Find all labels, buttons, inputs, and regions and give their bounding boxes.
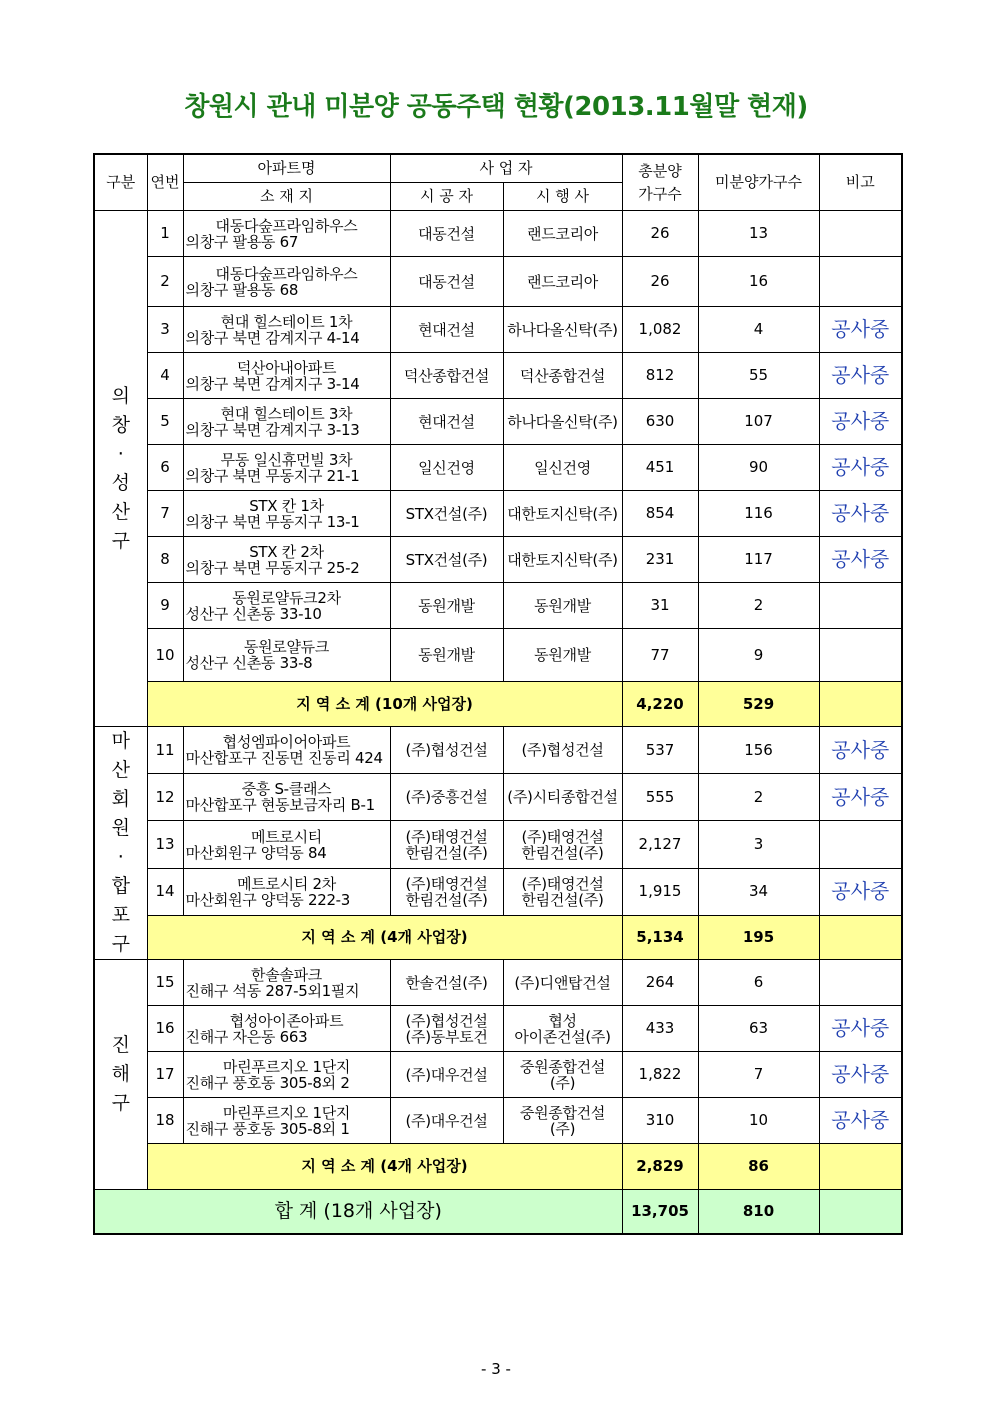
builder-name: STX건설(주) xyxy=(405,504,488,523)
grand-total-note-empty xyxy=(819,1190,902,1234)
apartment-name: 대동다숲프라임하우스 xyxy=(215,264,358,283)
apartment-name: 마린푸르지오 1단지 xyxy=(222,1057,351,1076)
builder-name: (주)대우건설 xyxy=(405,1111,488,1130)
developer-name: 대한토지신탁(주) xyxy=(507,504,618,523)
table-row xyxy=(94,821,902,868)
cell-builder xyxy=(390,353,503,399)
cell-note xyxy=(819,960,902,1006)
region-label-char: 구 xyxy=(111,933,130,955)
header-total-line2: 가구수 xyxy=(638,184,682,203)
cell-note: 공사중 xyxy=(819,491,902,537)
region-label-char: 창 xyxy=(111,413,130,436)
region-label-char: · xyxy=(117,442,124,465)
cell-total: 77 xyxy=(622,629,698,682)
table-row xyxy=(94,1052,902,1098)
developer-name: 일신건영 xyxy=(534,458,591,477)
apartment-name: 대동다숲프라임하우스 xyxy=(215,216,358,235)
table-row xyxy=(94,399,902,445)
developer-name: 덕산종합건설 xyxy=(519,366,606,385)
cell-unsold: 34 xyxy=(698,868,819,915)
cell-name-address xyxy=(183,1006,390,1052)
cell-unsold: 10 xyxy=(698,1098,819,1144)
developer-name: (주)태영건설 xyxy=(521,827,604,846)
region-label-char: 구 xyxy=(111,1092,130,1114)
region-label-char: 합 xyxy=(111,875,130,897)
cell-builder xyxy=(390,537,503,583)
table-row xyxy=(94,445,902,491)
apartment-name: 현대 힐스테이트 3차 xyxy=(220,404,353,423)
builder-name: 현대건설 xyxy=(418,412,475,431)
cell-unsold: 7 xyxy=(698,1052,819,1098)
cell-unsold: 3 xyxy=(698,821,819,868)
table-row xyxy=(94,211,902,257)
cell-builder xyxy=(390,399,503,445)
cell-name-address xyxy=(183,821,390,868)
cell-no: 15 xyxy=(147,960,183,1006)
cell-builder xyxy=(390,960,503,1006)
unsold-housing-table xyxy=(93,153,903,1235)
cell-unsold: 90 xyxy=(698,445,819,491)
apartment-address: 성산구 신촌동 33-8 xyxy=(185,654,313,672)
builder-name: (주)대우건설 xyxy=(405,1065,488,1084)
cell-total: 812 xyxy=(622,353,698,399)
cell-developer xyxy=(503,307,622,353)
cell-note xyxy=(819,257,902,307)
cell-note: 공사중 xyxy=(819,1006,902,1052)
cell-name-address xyxy=(183,727,390,774)
region-label-char: 의 xyxy=(111,384,130,407)
cell-name-address xyxy=(183,211,390,257)
cell-builder xyxy=(390,1052,503,1098)
region-label xyxy=(94,211,147,727)
developer-name: 중원종합건설 xyxy=(519,1103,606,1122)
cell-developer xyxy=(503,1006,622,1052)
subtotal-label: 지 역 소 계 (4개 사업장) xyxy=(147,1144,622,1190)
apartment-address: 의창구 북면 감계지구 3-13 xyxy=(185,420,360,439)
cell-name-address xyxy=(183,399,390,445)
builder-name-2: 한림건설(주) xyxy=(405,890,488,909)
developer-name: (주)시티종합건설 xyxy=(507,788,618,807)
cell-builder xyxy=(390,629,503,682)
apartment-name: 현대 힐스테이트 1차 xyxy=(220,312,353,331)
subtotal-unsold: 86 xyxy=(698,1144,819,1190)
apartment-address: 마산회원구 양덕동 84 xyxy=(185,843,327,862)
builder-name: STX건설(주) xyxy=(405,550,488,569)
developer-name: 하나다올신탁(주) xyxy=(507,320,618,339)
subtotal-note-empty xyxy=(819,682,902,727)
cell-total: 2,127 xyxy=(622,821,698,868)
cell-developer xyxy=(503,774,622,821)
region-label xyxy=(94,960,147,1190)
apartment-name: 동원로얄듀크2차 xyxy=(232,588,341,607)
cell-no: 16 xyxy=(147,1006,183,1052)
cell-unsold: 13 xyxy=(698,211,819,257)
cell-total: 1,082 xyxy=(622,307,698,353)
apartment-address: 진해구 석동 287-5외1필지 xyxy=(185,981,360,1000)
region-label-char: 마 xyxy=(111,730,130,752)
cell-no: 1 xyxy=(147,211,183,257)
cell-no: 3 xyxy=(147,307,183,353)
cell-total: 231 xyxy=(622,537,698,583)
apartment-address: 의창구 팔용동 68 xyxy=(185,280,299,299)
developer-name-2: 한림건설(주) xyxy=(521,890,604,909)
apartment-address: 마산합포구 진동면 진동리 424 xyxy=(185,749,383,768)
apartment-name: 무동 일신휴먼빌 3차 xyxy=(220,450,353,469)
developer-name-2: (주) xyxy=(549,1073,576,1092)
cell-note: 공사중 xyxy=(819,1098,902,1144)
subtotal-label: 지 역 소 계 (10개 사업장) xyxy=(147,682,622,727)
apartment-address: 마산회원구 양덕동 222-3 xyxy=(185,890,351,909)
cell-name-address xyxy=(183,257,390,307)
apartment-name: STX 칸 1차 xyxy=(249,496,324,515)
header-unsold: 미분양가구수 xyxy=(698,154,819,211)
developer-name-2: 아이존건설(주) xyxy=(514,1027,611,1046)
cell-note xyxy=(819,629,902,682)
builder-name: (주)중흥건설 xyxy=(405,788,488,807)
cell-name-address xyxy=(183,774,390,821)
cell-unsold: 117 xyxy=(698,537,819,583)
developer-name: (주)태영건설 xyxy=(521,874,604,893)
cell-no: 10 xyxy=(147,629,183,682)
cell-name-address xyxy=(183,629,390,682)
cell-builder xyxy=(390,445,503,491)
grand-total-row xyxy=(94,1190,902,1234)
cell-developer xyxy=(503,868,622,915)
apartment-address: 성산구 신촌동 33-10 xyxy=(185,604,322,623)
header-business: 사 업 자 xyxy=(390,154,622,183)
cell-developer xyxy=(503,399,622,445)
cell-no: 8 xyxy=(147,537,183,583)
developer-name: 협성 xyxy=(548,1011,577,1030)
builder-name: (주)협성건설 xyxy=(405,1011,488,1030)
cell-name-address xyxy=(183,307,390,353)
cell-total: 31 xyxy=(622,583,698,629)
subtotal-total: 5,134 xyxy=(622,915,698,959)
developer-name: 랜드코리아 xyxy=(527,224,598,243)
subtotal-total: 4,220 xyxy=(622,682,698,727)
header-no: 연번 xyxy=(147,154,183,211)
cell-no: 7 xyxy=(147,491,183,537)
builder-name: 동원개발 xyxy=(418,646,475,664)
apartment-name: 한솔솔파크 xyxy=(251,965,322,984)
cell-no: 9 xyxy=(147,583,183,629)
developer-name: 중원종합건설 xyxy=(519,1057,606,1076)
apartment-address: 의창구 북면 무동지구 21-1 xyxy=(185,466,360,485)
region-label-char: 원 xyxy=(111,817,130,839)
apartment-address: 의창구 북면 무동지구 25-2 xyxy=(185,558,360,577)
cell-note: 공사중 xyxy=(819,353,902,399)
cell-developer xyxy=(503,1098,622,1144)
cell-developer xyxy=(503,353,622,399)
page-title: 창원시 관내 미분양 공동주택 현황(2013.11월말 현재) xyxy=(184,92,808,122)
cell-builder xyxy=(390,583,503,629)
apartment-address: 의창구 북면 감계지구 3-14 xyxy=(185,374,360,393)
header-note: 비고 xyxy=(819,154,902,211)
apartment-name: 협성엠파이어아파트 xyxy=(222,733,351,752)
subtotal-unsold: 195 xyxy=(698,915,819,959)
cell-builder xyxy=(390,1006,503,1052)
cell-total: 854 xyxy=(622,491,698,537)
cell-builder xyxy=(390,774,503,821)
cell-no: 11 xyxy=(147,727,183,774)
apartment-address: 진해구 자은동 663 xyxy=(185,1027,308,1046)
developer-name: 하나다올신탁(주) xyxy=(507,412,618,431)
cell-note: 공사중 xyxy=(819,445,902,491)
table-row xyxy=(94,629,902,682)
apartment-address: 의창구 북면 감계지구 4-14 xyxy=(185,328,360,347)
cell-developer xyxy=(503,537,622,583)
cell-name-address xyxy=(183,445,390,491)
cell-total: 537 xyxy=(622,727,698,774)
apartment-name: 메트로시티 xyxy=(251,827,322,846)
cell-note: 공사중 xyxy=(819,537,902,583)
apartment-address: 진해구 풍호동 305-8외 2 xyxy=(185,1073,350,1092)
cell-note xyxy=(819,583,902,629)
cell-no: 14 xyxy=(147,868,183,915)
builder-name: 현대건설 xyxy=(418,320,475,339)
cell-total: 433 xyxy=(622,1006,698,1052)
header-total-line1: 총분양 xyxy=(638,161,682,180)
cell-developer xyxy=(503,629,622,682)
region-label-char: 성 xyxy=(111,471,130,494)
cell-developer xyxy=(503,257,622,307)
cell-builder xyxy=(390,1098,503,1144)
builder-name: (주)태영건설 xyxy=(405,827,488,846)
cell-no: 12 xyxy=(147,774,183,821)
table-row xyxy=(94,353,902,399)
region-label-char: 포 xyxy=(111,904,130,926)
cell-note: 공사중 xyxy=(819,399,902,445)
table-row xyxy=(94,307,902,353)
cell-note: 공사중 xyxy=(819,727,902,774)
cell-no: 18 xyxy=(147,1098,183,1144)
developer-name: 동원개발 xyxy=(534,596,591,615)
cell-name-address xyxy=(183,868,390,915)
builder-name: (주)태영건설 xyxy=(405,874,488,893)
header-developer: 시 행 사 xyxy=(503,183,622,211)
builder-name: 동원개발 xyxy=(418,596,475,615)
cell-unsold: 2 xyxy=(698,583,819,629)
grand-total-label: 합 계 (18개 사업장) xyxy=(94,1190,622,1234)
cell-name-address xyxy=(183,960,390,1006)
header-region: 구분 xyxy=(94,154,147,211)
builder-name: 일신건영 xyxy=(418,458,475,477)
region-label-char: 해 xyxy=(111,1063,130,1085)
developer-name: (주)디앤탑건설 xyxy=(514,973,611,992)
cell-total: 630 xyxy=(622,399,698,445)
apartment-name: 협성아이존아파트 xyxy=(229,1011,344,1030)
cell-name-address xyxy=(183,491,390,537)
subtotal-note-empty xyxy=(819,915,902,959)
cell-no: 4 xyxy=(147,353,183,399)
developer-name: (주)협성건설 xyxy=(521,741,604,760)
cell-total: 1,822 xyxy=(622,1052,698,1098)
cell-total: 451 xyxy=(622,445,698,491)
cell-builder xyxy=(390,821,503,868)
apartment-address: 진해구 풍호동 305-8외 1 xyxy=(185,1119,350,1138)
cell-developer xyxy=(503,211,622,257)
subtotal-total: 2,829 xyxy=(622,1144,698,1190)
cell-name-address xyxy=(183,583,390,629)
cell-developer xyxy=(503,491,622,537)
subtotal-row xyxy=(94,915,902,959)
subtotal-row xyxy=(94,1144,902,1190)
cell-builder xyxy=(390,257,503,307)
table-row xyxy=(94,491,902,537)
cell-total: 1,915 xyxy=(622,868,698,915)
region-label xyxy=(94,727,147,960)
apartment-address: 마산합포구 현동보금자리 B-1 xyxy=(185,796,375,815)
cell-no: 5 xyxy=(147,399,183,445)
cell-no: 2 xyxy=(147,257,183,307)
region-label-char: 회 xyxy=(111,788,130,810)
cell-no: 13 xyxy=(147,821,183,868)
builder-name: (주)협성건설 xyxy=(405,741,488,760)
region-label-char: · xyxy=(117,846,124,868)
builder-name-2: (주)동부토건 xyxy=(405,1027,488,1046)
cell-unsold: 156 xyxy=(698,727,819,774)
cell-note xyxy=(819,821,902,868)
cell-developer xyxy=(503,583,622,629)
header-total xyxy=(622,154,698,211)
cell-developer xyxy=(503,1052,622,1098)
region-label-char: 진 xyxy=(111,1034,130,1056)
apartment-name: 마린푸르지오 1단지 xyxy=(222,1103,351,1122)
page-number: - 3 - xyxy=(481,1360,511,1378)
cell-unsold: 2 xyxy=(698,774,819,821)
developer-name-2: (주) xyxy=(549,1119,576,1138)
table-row xyxy=(94,1006,902,1052)
builder-name: 대동건설 xyxy=(418,272,475,291)
table-row xyxy=(94,583,902,629)
subtotal-row xyxy=(94,682,902,727)
cell-note: 공사중 xyxy=(819,868,902,915)
table-row xyxy=(94,960,902,1006)
subtotal-unsold: 529 xyxy=(698,682,819,727)
table-row xyxy=(94,1098,902,1144)
cell-note: 공사중 xyxy=(819,307,902,353)
cell-unsold: 16 xyxy=(698,257,819,307)
builder-name: 한솔건설(주) xyxy=(405,973,488,992)
cell-note xyxy=(819,211,902,257)
apartment-name: 덕산아내아파트 xyxy=(236,358,337,377)
cell-builder xyxy=(390,868,503,915)
cell-note: 공사중 xyxy=(819,774,902,821)
cell-total: 310 xyxy=(622,1098,698,1144)
cell-builder xyxy=(390,727,503,774)
cell-unsold: 107 xyxy=(698,399,819,445)
cell-name-address xyxy=(183,1052,390,1098)
cell-total: 26 xyxy=(622,257,698,307)
cell-total: 264 xyxy=(622,960,698,1006)
cell-total: 555 xyxy=(622,774,698,821)
builder-name-2: 한림건설(주) xyxy=(405,843,488,862)
region-label-char: 구 xyxy=(111,529,130,552)
cell-unsold: 55 xyxy=(698,353,819,399)
developer-name-2: 한림건설(주) xyxy=(521,843,604,862)
apartment-name: STX 칸 2차 xyxy=(249,542,324,561)
table-row xyxy=(94,868,902,915)
subtotal-label: 지 역 소 계 (4개 사업장) xyxy=(147,915,622,959)
cell-builder xyxy=(390,211,503,257)
cell-unsold: 4 xyxy=(698,307,819,353)
apartment-name: 동원로얄듀크 xyxy=(243,638,330,656)
cell-no: 17 xyxy=(147,1052,183,1098)
header-location: 소 재 지 xyxy=(183,183,390,211)
cell-note: 공사중 xyxy=(819,1052,902,1098)
table-row xyxy=(94,727,902,774)
cell-developer xyxy=(503,727,622,774)
apartment-address: 의창구 북면 무동지구 13-1 xyxy=(185,512,360,531)
cell-unsold: 63 xyxy=(698,1006,819,1052)
cell-unsold: 6 xyxy=(698,960,819,1006)
apartment-name: 중흥 S-클래스 xyxy=(241,780,332,799)
cell-total: 26 xyxy=(622,211,698,257)
table-row xyxy=(94,774,902,821)
grand-total-total: 13,705 xyxy=(622,1190,698,1234)
apartment-address: 의창구 팔용동 67 xyxy=(185,232,299,251)
builder-name: 대동건설 xyxy=(418,224,475,243)
cell-name-address xyxy=(183,353,390,399)
table-row xyxy=(94,537,902,583)
subtotal-note-empty xyxy=(819,1144,902,1190)
cell-unsold: 9 xyxy=(698,629,819,682)
developer-name: 동원개발 xyxy=(534,646,591,664)
developer-name: 대한토지신탁(주) xyxy=(507,550,618,569)
developer-name: 랜드코리아 xyxy=(527,272,598,291)
header-apt-name: 아파트명 xyxy=(183,154,390,183)
cell-no: 6 xyxy=(147,445,183,491)
apartment-name: 메트로시티 2차 xyxy=(237,874,336,893)
region-label-char: 산 xyxy=(111,759,130,781)
cell-developer xyxy=(503,960,622,1006)
cell-developer xyxy=(503,445,622,491)
cell-builder xyxy=(390,491,503,537)
cell-developer xyxy=(503,821,622,868)
cell-unsold: 116 xyxy=(698,491,819,537)
region-label-char: 산 xyxy=(111,500,130,523)
cell-name-address xyxy=(183,537,390,583)
cell-builder xyxy=(390,307,503,353)
header-builder: 시 공 자 xyxy=(390,183,503,211)
builder-name: 덕산종합건설 xyxy=(403,366,490,385)
table-row xyxy=(94,257,902,307)
cell-name-address xyxy=(183,1098,390,1144)
grand-total-unsold: 810 xyxy=(698,1190,819,1234)
